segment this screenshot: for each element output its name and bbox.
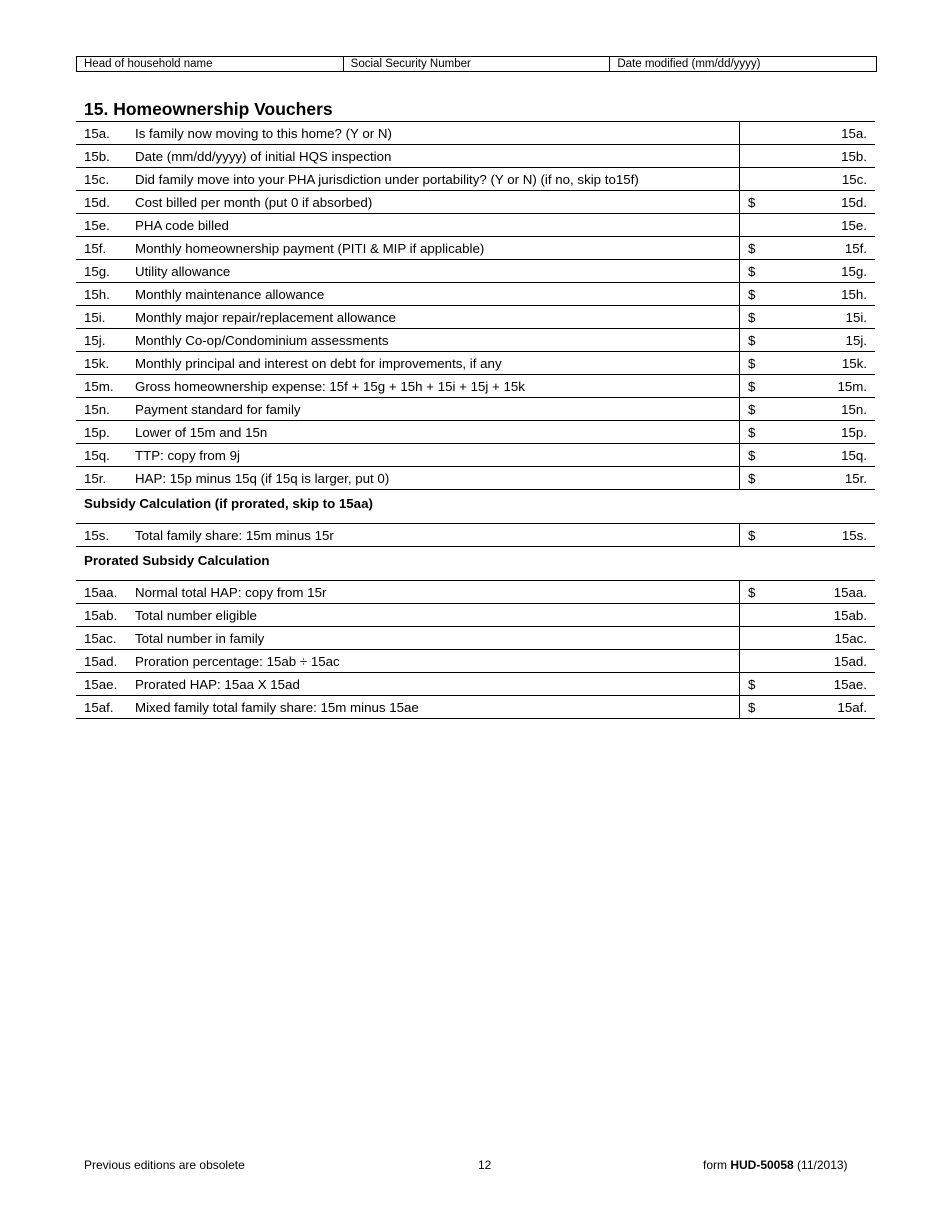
row-field-ref: 15ad.	[833, 654, 867, 669]
row-description: PHA code billed	[135, 218, 229, 233]
row-entry-field[interactable]	[739, 398, 876, 420]
form-row	[76, 328, 875, 351]
row-description: Monthly major repair/replacement allowance	[135, 310, 396, 325]
form-row	[76, 466, 875, 489]
form-row	[76, 305, 875, 328]
row-entry-field[interactable]	[739, 627, 876, 649]
row-description: Lower of 15m and 15n	[135, 425, 268, 440]
form-row	[76, 672, 875, 695]
form-row	[76, 649, 875, 672]
row-entry-field[interactable]	[739, 329, 876, 351]
row-entry-field[interactable]	[739, 696, 876, 718]
form-row	[76, 282, 875, 305]
dollar-sign: $	[748, 287, 756, 302]
form-row	[76, 626, 875, 649]
row-code: 15i.	[84, 310, 106, 325]
date-modified-field[interactable]: Date modified (mm/dd/yyyy)	[617, 58, 761, 70]
row-field-ref: 15n.	[841, 402, 867, 417]
row-code: 15af.	[84, 700, 114, 715]
row-field-ref: 15j.	[845, 333, 867, 348]
row-description: TTP: copy from 9j	[135, 448, 240, 463]
row-field-ref: 15e.	[841, 218, 867, 233]
row-description: Total family share: 15m minus 15r	[135, 528, 334, 543]
form-row	[76, 190, 875, 213]
row-field-ref: 15af.	[837, 700, 867, 715]
row-description: Monthly principal and interest on debt for improvements, if any	[135, 356, 502, 371]
row-description: Did family move into your PHA jurisdiction under portability? (Y or N) (if no, skip to15f)	[135, 172, 639, 187]
subsidy-heading-label: Subsidy Calculation (if prorated, skip to 15aa)	[84, 496, 373, 511]
form-row	[76, 397, 875, 420]
prorated-heading-label: Prorated Subsidy Calculation	[84, 553, 270, 568]
form-row	[76, 167, 875, 190]
row-description: Is family now moving to this home? (Y or N)	[135, 126, 392, 141]
row-code: 15p.	[84, 425, 110, 440]
form-row	[76, 580, 875, 603]
row-description: Total number in family	[135, 631, 265, 646]
row-code: 15g.	[84, 264, 110, 279]
row-field-ref: 15g.	[841, 264, 867, 279]
dollar-sign: $	[748, 528, 756, 543]
form-row	[76, 144, 875, 167]
row-code: 15k.	[84, 356, 110, 371]
dollar-sign: $	[748, 379, 756, 394]
row-field-ref: 15m.	[837, 379, 867, 394]
row-entry-field[interactable]	[739, 375, 876, 397]
row-description: Date (mm/dd/yyyy) of initial HQS inspection	[135, 149, 392, 164]
dollar-sign: $	[748, 264, 756, 279]
row-field-ref: 15ae.	[833, 677, 867, 692]
row-code: 15c.	[84, 172, 110, 187]
row-field-ref: 15b.	[841, 149, 867, 164]
row-code: 15ac.	[84, 631, 117, 646]
row-field-ref: 15p.	[841, 425, 867, 440]
row-code: 15r.	[84, 471, 107, 486]
row-entry-field[interactable]	[739, 352, 876, 374]
row-entry-field[interactable]	[739, 260, 876, 282]
ssn-field[interactable]: Social Security Number	[344, 57, 611, 71]
row-entry-field[interactable]	[739, 237, 876, 259]
row-field-ref: 15s.	[841, 528, 867, 543]
footer-editions-note: Previous editions are obsolete	[84, 1158, 245, 1172]
prorated-calculation-heading	[76, 546, 875, 580]
row-code: 15q.	[84, 448, 110, 463]
row-entry-field[interactable]	[739, 168, 876, 190]
form-row	[76, 695, 875, 719]
row-field-ref: 15d.	[841, 195, 867, 210]
homeownership-form-table	[76, 121, 875, 719]
form-prefix: form	[703, 1158, 731, 1172]
row-entry-field[interactable]	[739, 122, 876, 144]
row-code: 15ab.	[84, 608, 118, 623]
row-description: Proration percentage: 15ab ÷ 15ac	[135, 654, 340, 669]
section-title: 15. Homeownership Vouchers	[84, 99, 333, 119]
row-code: 15n.	[84, 402, 110, 417]
row-description: Monthly homeownership payment (PITI & MIP if applicable)	[135, 241, 485, 256]
form-date: (11/2013)	[793, 1158, 848, 1172]
row-code: 15aa.	[84, 585, 118, 600]
dollar-sign: $	[748, 310, 756, 325]
prorated-rows-group	[76, 580, 875, 719]
row-description: Monthly Co-op/Condominium assessments	[135, 333, 389, 348]
household-header-bar	[76, 56, 877, 72]
row-field-ref: 15k.	[841, 356, 867, 371]
row-code: 15j.	[84, 333, 106, 348]
row-description: Gross homeownership expense: 15f + 15g + 15h + 15i + 15j + 15k	[135, 379, 525, 394]
form-row	[76, 603, 875, 626]
subsidy-rows-group	[76, 523, 875, 546]
subsidy-calculation-heading	[76, 489, 875, 523]
form-row	[76, 121, 875, 144]
row-entry-field[interactable]	[739, 214, 876, 236]
row-code: 15f.	[84, 241, 107, 256]
row-description: Payment standard for family	[135, 402, 301, 417]
row-field-ref: 15ac.	[834, 631, 867, 646]
form-row	[76, 236, 875, 259]
form-row	[76, 374, 875, 397]
dollar-sign: $	[748, 677, 756, 692]
row-description: Normal total HAP: copy from 15r	[135, 585, 327, 600]
row-description: Utility allowance	[135, 264, 231, 279]
dollar-sign: $	[748, 425, 756, 440]
row-code: 15ae.	[84, 677, 118, 692]
row-entry-field[interactable]	[739, 467, 876, 489]
row-field-ref: 15r.	[844, 471, 867, 486]
row-field-ref: 15c.	[841, 172, 867, 187]
dollar-sign: $	[748, 402, 756, 417]
form-identifier	[703, 1158, 848, 1172]
form-row	[76, 213, 875, 236]
row-description: HAP: 15p minus 15q (if 15q is larger, put 0)	[135, 471, 390, 486]
row-code: 15s.	[84, 528, 110, 543]
row-entry-field[interactable]	[739, 145, 876, 167]
form-row	[76, 420, 875, 443]
row-entry-field[interactable]	[739, 306, 876, 328]
row-description: Prorated HAP: 15aa X 15ad	[135, 677, 300, 692]
row-field-ref: 15i.	[845, 310, 867, 325]
form-row	[76, 351, 875, 374]
form-id: HUD-50058	[730, 1158, 794, 1172]
row-code: 15e.	[84, 218, 110, 233]
row-entry-field[interactable]	[739, 191, 876, 213]
dollar-sign: $	[748, 448, 756, 463]
dollar-sign: $	[748, 471, 756, 486]
row-entry-field[interactable]	[739, 673, 876, 695]
row-description: Total number eligible	[135, 608, 257, 623]
form-row	[76, 523, 875, 546]
dollar-sign: $	[748, 333, 756, 348]
row-field-ref: 15q.	[841, 448, 867, 463]
row-field-ref: 15ab.	[833, 608, 867, 623]
row-code: 15m.	[84, 379, 114, 394]
form-row	[76, 443, 875, 466]
row-entry-field[interactable]	[739, 604, 876, 626]
row-field-ref: 15aa.	[833, 585, 867, 600]
dollar-sign: $	[748, 700, 756, 715]
row-code: 15ad.	[84, 654, 118, 669]
dollar-sign: $	[748, 241, 756, 256]
row-entry-field[interactable]	[739, 650, 876, 672]
row-entry-field[interactable]	[739, 524, 876, 546]
head-of-household-field[interactable]: Head of household name	[77, 57, 344, 71]
row-description: Mixed family total family share: 15m minus 15ae	[135, 700, 419, 715]
row-field-ref: 15h.	[841, 287, 867, 302]
dollar-sign: $	[748, 585, 756, 600]
dollar-sign: $	[748, 356, 756, 371]
row-code: 15h.	[84, 287, 110, 302]
row-description: Monthly maintenance allowance	[135, 287, 325, 302]
row-field-ref: 15f.	[844, 241, 867, 256]
row-field-ref: 15a.	[841, 126, 867, 141]
form-row	[76, 259, 875, 282]
main-rows-group	[76, 121, 875, 489]
row-entry-field[interactable]	[739, 283, 876, 305]
row-entry-field[interactable]	[739, 421, 876, 443]
row-code: 15d.	[84, 195, 110, 210]
row-entry-field[interactable]	[739, 444, 876, 466]
row-entry-field[interactable]	[739, 581, 876, 603]
row-code: 15b.	[84, 149, 110, 164]
row-code: 15a.	[84, 126, 110, 141]
page-number: 12	[478, 1158, 492, 1172]
row-description: Cost billed per month (put 0 if absorbed)	[135, 195, 373, 210]
dollar-sign: $	[748, 195, 756, 210]
